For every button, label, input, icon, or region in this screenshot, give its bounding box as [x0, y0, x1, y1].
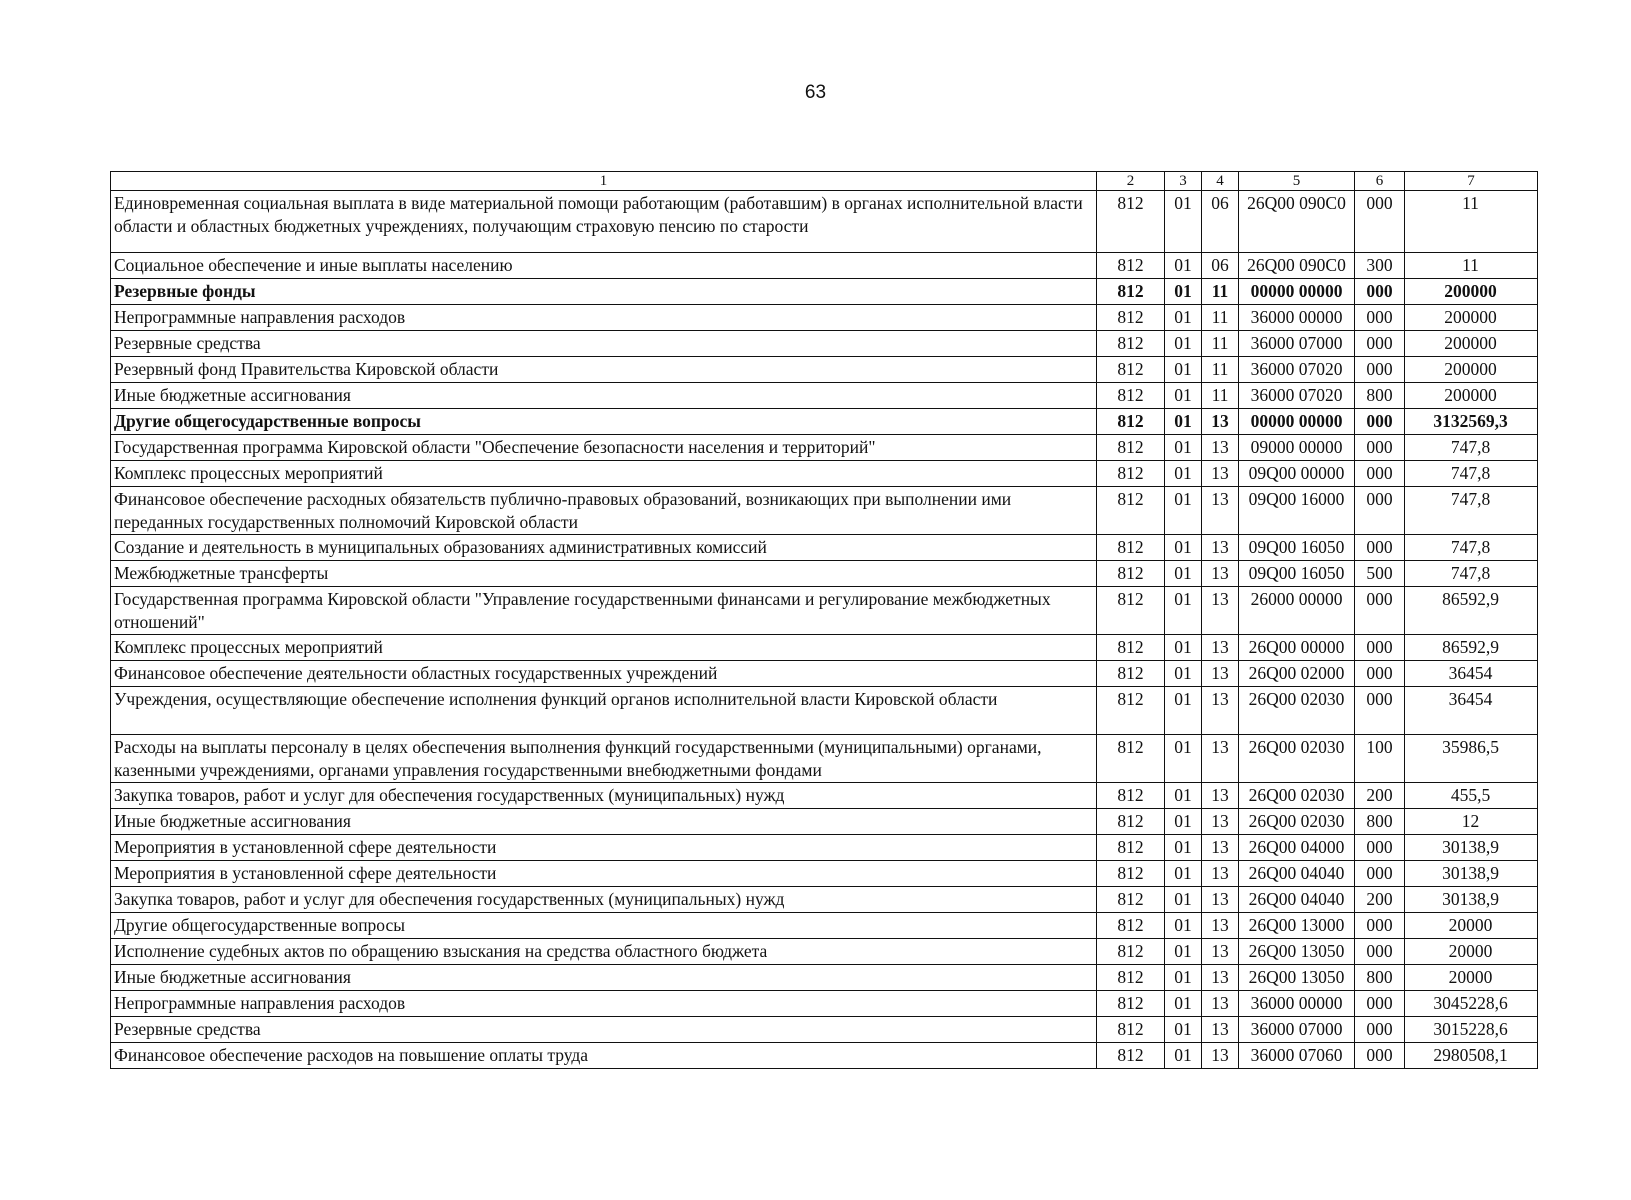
- expense-name-cell: Финансовое обеспечение расходных обязательств публично-правовых образований, возникающих при выполнении ими переданных государственных полномочий Кировской области: [111, 487, 1097, 535]
- table-row: [111, 357, 1538, 383]
- section-code-cell: 01: [1165, 783, 1202, 809]
- section-code-cell: 01: [1165, 1017, 1202, 1043]
- table-row: [111, 687, 1538, 735]
- column-header: 3: [1165, 172, 1202, 191]
- subsection-code-cell: 13: [1202, 991, 1239, 1017]
- table-row: [111, 635, 1538, 661]
- table-row: [111, 913, 1538, 939]
- section-code-cell: 01: [1165, 279, 1202, 305]
- expense-type-cell: 500: [1355, 561, 1405, 587]
- target-article-cell: 26Q00 02030: [1239, 809, 1355, 835]
- ministry-code-cell: 812: [1097, 331, 1165, 357]
- amount-cell: 20000: [1405, 965, 1538, 991]
- target-article-cell: 26Q00 04000: [1239, 835, 1355, 861]
- expense-name-cell: Резервные средства: [111, 331, 1097, 357]
- section-code-cell: 01: [1165, 305, 1202, 331]
- table-row: [111, 561, 1538, 587]
- amount-cell: 200000: [1405, 305, 1538, 331]
- expense-type-cell: 000: [1355, 913, 1405, 939]
- ministry-code-cell: 812: [1097, 305, 1165, 331]
- expense-name-cell: Комплекс процессных мероприятий: [111, 461, 1097, 487]
- subsection-code-cell: 11: [1202, 305, 1239, 331]
- expense-name-cell: Единовременная социальная выплата в виде материальной помощи работающим (работавшим) в органах исполнительной власти области и областных бюджетных учреждениях, получающим страховую пенсию по старости: [111, 191, 1097, 253]
- expense-name-cell: Комплекс процессных мероприятий: [111, 635, 1097, 661]
- expense-type-cell: 000: [1355, 635, 1405, 661]
- target-article-cell: 26Q00 02030: [1239, 687, 1355, 735]
- expense-name-cell: Другие общегосударственные вопросы: [111, 409, 1097, 435]
- target-article-cell: 00000 00000: [1239, 279, 1355, 305]
- target-article-cell: 26Q00 02030: [1239, 783, 1355, 809]
- target-article-cell: 09Q00 00000: [1239, 461, 1355, 487]
- target-article-cell: 09Q00 16050: [1239, 561, 1355, 587]
- target-article-cell: 09Q00 16000: [1239, 487, 1355, 535]
- target-article-cell: 36000 07020: [1239, 383, 1355, 409]
- expense-name-cell: Мероприятия в установленной сфере деятельности: [111, 861, 1097, 887]
- table-row: [111, 487, 1538, 535]
- table-row: [111, 939, 1538, 965]
- section-code-cell: 01: [1165, 587, 1202, 635]
- budget-table: [110, 171, 1538, 1069]
- ministry-code-cell: 812: [1097, 561, 1165, 587]
- subsection-code-cell: 06: [1202, 191, 1239, 253]
- expense-type-cell: 200: [1355, 783, 1405, 809]
- expense-type-cell: 000: [1355, 357, 1405, 383]
- section-code-cell: 01: [1165, 383, 1202, 409]
- expense-type-cell: 000: [1355, 461, 1405, 487]
- target-article-cell: 26Q00 04040: [1239, 861, 1355, 887]
- ministry-code-cell: 812: [1097, 1043, 1165, 1069]
- amount-cell: 20000: [1405, 939, 1538, 965]
- amount-cell: 35986,5: [1405, 735, 1538, 783]
- expense-type-cell: 000: [1355, 687, 1405, 735]
- amount-cell: 200000: [1405, 383, 1538, 409]
- expense-name-cell: Создание и деятельность в муниципальных образованиях административных комиссий: [111, 535, 1097, 561]
- section-code-cell: 01: [1165, 687, 1202, 735]
- amount-cell: 747,8: [1405, 487, 1538, 535]
- table-row: [111, 735, 1538, 783]
- table-row: [111, 253, 1538, 279]
- ministry-code-cell: 812: [1097, 487, 1165, 535]
- ministry-code-cell: 812: [1097, 809, 1165, 835]
- expense-name-cell: Учреждения, осуществляющие обеспечение исполнения функций органов исполнительной власти Кировской области: [111, 687, 1097, 735]
- table-row: [111, 383, 1538, 409]
- target-article-cell: 26Q00 13000: [1239, 913, 1355, 939]
- expense-name-cell: Резервные фонды: [111, 279, 1097, 305]
- subsection-code-cell: 13: [1202, 735, 1239, 783]
- target-article-cell: 00000 00000: [1239, 409, 1355, 435]
- amount-cell: 86592,9: [1405, 635, 1538, 661]
- expense-name-cell: Непрограммные направления расходов: [111, 991, 1097, 1017]
- section-code-cell: 01: [1165, 409, 1202, 435]
- amount-cell: 3132569,3: [1405, 409, 1538, 435]
- expense-type-cell: 000: [1355, 191, 1405, 253]
- expense-name-cell: Мероприятия в установленной сфере деятельности: [111, 835, 1097, 861]
- ministry-code-cell: 812: [1097, 687, 1165, 735]
- expense-name-cell: Иные бюджетные ассигнования: [111, 383, 1097, 409]
- section-code-cell: 01: [1165, 809, 1202, 835]
- ministry-code-cell: 812: [1097, 383, 1165, 409]
- subsection-code-cell: 13: [1202, 409, 1239, 435]
- subsection-code-cell: 13: [1202, 687, 1239, 735]
- table-row: [111, 1043, 1538, 1069]
- table-row: [111, 331, 1538, 357]
- table-row: [111, 1017, 1538, 1043]
- subsection-code-cell: 13: [1202, 561, 1239, 587]
- section-code-cell: 01: [1165, 939, 1202, 965]
- section-code-cell: 01: [1165, 887, 1202, 913]
- expense-name-cell: Закупка товаров, работ и услуг для обеспечения государственных (муниципальных) нужд: [111, 887, 1097, 913]
- subsection-code-cell: 13: [1202, 913, 1239, 939]
- target-article-cell: 09000 00000: [1239, 435, 1355, 461]
- table-row: [111, 409, 1538, 435]
- table-row: [111, 461, 1538, 487]
- subsection-code-cell: 13: [1202, 809, 1239, 835]
- section-code-cell: 01: [1165, 991, 1202, 1017]
- expense-type-cell: 000: [1355, 535, 1405, 561]
- expense-type-cell: 000: [1355, 1043, 1405, 1069]
- amount-cell: 86592,9: [1405, 587, 1538, 635]
- subsection-code-cell: 13: [1202, 535, 1239, 561]
- expense-name-cell: Иные бюджетные ассигнования: [111, 965, 1097, 991]
- subsection-code-cell: 13: [1202, 939, 1239, 965]
- expense-type-cell: 800: [1355, 809, 1405, 835]
- subsection-code-cell: 13: [1202, 435, 1239, 461]
- expense-name-cell: Финансовое обеспечение расходов на повышение оплаты труда: [111, 1043, 1097, 1069]
- amount-cell: 200000: [1405, 357, 1538, 383]
- expense-type-cell: 000: [1355, 409, 1405, 435]
- ministry-code-cell: 812: [1097, 991, 1165, 1017]
- subsection-code-cell: 13: [1202, 635, 1239, 661]
- table-row: [111, 965, 1538, 991]
- subsection-code-cell: 13: [1202, 1043, 1239, 1069]
- expense-type-cell: 000: [1355, 331, 1405, 357]
- table-row: [111, 535, 1538, 561]
- expense-name-cell: Государственная программа Кировской области "Обеспечение безопасности населения и территорий": [111, 435, 1097, 461]
- expense-type-cell: 000: [1355, 587, 1405, 635]
- table-row: [111, 305, 1538, 331]
- table-row: [111, 587, 1538, 635]
- expense-type-cell: 200: [1355, 887, 1405, 913]
- table-row: [111, 809, 1538, 835]
- page-number: 63: [804, 82, 827, 103]
- target-article-cell: 36000 07060: [1239, 1043, 1355, 1069]
- table-row: [111, 835, 1538, 861]
- section-code-cell: 01: [1165, 635, 1202, 661]
- section-code-cell: 01: [1165, 191, 1202, 253]
- section-code-cell: 01: [1165, 357, 1202, 383]
- expense-name-cell: Иные бюджетные ассигнования: [111, 809, 1097, 835]
- expense-name-cell: Резервный фонд Правительства Кировской области: [111, 357, 1097, 383]
- expense-type-cell: 000: [1355, 305, 1405, 331]
- subsection-code-cell: 13: [1202, 861, 1239, 887]
- amount-cell: 12: [1405, 809, 1538, 835]
- subsection-code-cell: 11: [1202, 279, 1239, 305]
- amount-cell: 30138,9: [1405, 861, 1538, 887]
- section-code-cell: 01: [1165, 487, 1202, 535]
- section-code-cell: 01: [1165, 861, 1202, 887]
- ministry-code-cell: 812: [1097, 357, 1165, 383]
- column-header-row: [111, 172, 1538, 191]
- ministry-code-cell: 812: [1097, 635, 1165, 661]
- target-article-cell: 26Q00 090C0: [1239, 191, 1355, 253]
- ministry-code-cell: 812: [1097, 735, 1165, 783]
- ministry-code-cell: 812: [1097, 409, 1165, 435]
- expense-name-cell: Резервные средства: [111, 1017, 1097, 1043]
- expense-type-cell: 000: [1355, 487, 1405, 535]
- table-row: [111, 887, 1538, 913]
- amount-cell: 20000: [1405, 913, 1538, 939]
- expense-name-cell: Межбюджетные трансферты: [111, 561, 1097, 587]
- column-header: 6: [1355, 172, 1405, 191]
- target-article-cell: 26Q00 090C0: [1239, 253, 1355, 279]
- ministry-code-cell: 812: [1097, 1017, 1165, 1043]
- table-row: [111, 661, 1538, 687]
- target-article-cell: 36000 00000: [1239, 305, 1355, 331]
- expense-type-cell: 300: [1355, 253, 1405, 279]
- amount-cell: 30138,9: [1405, 835, 1538, 861]
- section-code-cell: 01: [1165, 535, 1202, 561]
- target-article-cell: 26Q00 04040: [1239, 887, 1355, 913]
- target-article-cell: 26Q00 02000: [1239, 661, 1355, 687]
- expense-type-cell: 000: [1355, 279, 1405, 305]
- amount-cell: 747,8: [1405, 461, 1538, 487]
- amount-cell: 200000: [1405, 279, 1538, 305]
- ministry-code-cell: 812: [1097, 461, 1165, 487]
- subsection-code-cell: 13: [1202, 587, 1239, 635]
- ministry-code-cell: 812: [1097, 253, 1165, 279]
- target-article-cell: 36000 07000: [1239, 331, 1355, 357]
- amount-cell: 747,8: [1405, 435, 1538, 461]
- amount-cell: 747,8: [1405, 561, 1538, 587]
- target-article-cell: 26000 00000: [1239, 587, 1355, 635]
- section-code-cell: 01: [1165, 435, 1202, 461]
- amount-cell: 2980508,1: [1405, 1043, 1538, 1069]
- expense-type-cell: 800: [1355, 965, 1405, 991]
- subsection-code-cell: 11: [1202, 357, 1239, 383]
- ministry-code-cell: 812: [1097, 587, 1165, 635]
- expense-type-cell: 000: [1355, 991, 1405, 1017]
- column-header: 7: [1405, 172, 1538, 191]
- ministry-code-cell: 812: [1097, 279, 1165, 305]
- expense-type-cell: 800: [1355, 383, 1405, 409]
- table-row: [111, 435, 1538, 461]
- column-header: 5: [1239, 172, 1355, 191]
- expense-name-cell: Финансовое обеспечение деятельности областных государственных учреждений: [111, 661, 1097, 687]
- section-code-cell: 01: [1165, 561, 1202, 587]
- ministry-code-cell: 812: [1097, 887, 1165, 913]
- target-article-cell: 26Q00 02030: [1239, 735, 1355, 783]
- expense-type-cell: 000: [1355, 1017, 1405, 1043]
- target-article-cell: 09Q00 16050: [1239, 535, 1355, 561]
- ministry-code-cell: 812: [1097, 939, 1165, 965]
- expense-type-cell: 000: [1355, 861, 1405, 887]
- amount-cell: 30138,9: [1405, 887, 1538, 913]
- ministry-code-cell: 812: [1097, 435, 1165, 461]
- table-row: [111, 991, 1538, 1017]
- amount-cell: 36454: [1405, 661, 1538, 687]
- subsection-code-cell: 11: [1202, 383, 1239, 409]
- section-code-cell: 01: [1165, 1043, 1202, 1069]
- expense-type-cell: 000: [1355, 661, 1405, 687]
- table-row: [111, 279, 1538, 305]
- ministry-code-cell: 812: [1097, 965, 1165, 991]
- expense-type-cell: 100: [1355, 735, 1405, 783]
- ministry-code-cell: 812: [1097, 913, 1165, 939]
- section-code-cell: 01: [1165, 835, 1202, 861]
- section-code-cell: 01: [1165, 661, 1202, 687]
- expense-name-cell: Расходы на выплаты персоналу в целях обеспечения выполнения функций государственными (муниципальными) органами, казенными учреждениями, органами управления государственными внебюджетными фондами: [111, 735, 1097, 783]
- target-article-cell: 36000 00000: [1239, 991, 1355, 1017]
- amount-cell: 11: [1405, 253, 1538, 279]
- amount-cell: 36454: [1405, 687, 1538, 735]
- expense-name-cell: Социальное обеспечение и иные выплаты населению: [111, 253, 1097, 279]
- column-header: 2: [1097, 172, 1165, 191]
- target-article-cell: 36000 07020: [1239, 357, 1355, 383]
- subsection-code-cell: 13: [1202, 661, 1239, 687]
- subsection-code-cell: 13: [1202, 887, 1239, 913]
- subsection-code-cell: 13: [1202, 461, 1239, 487]
- subsection-code-cell: 13: [1202, 1017, 1239, 1043]
- section-code-cell: 01: [1165, 735, 1202, 783]
- section-code-cell: 01: [1165, 913, 1202, 939]
- expense-type-cell: 000: [1355, 835, 1405, 861]
- amount-cell: 3015228,6: [1405, 1017, 1538, 1043]
- target-article-cell: 26Q00 13050: [1239, 965, 1355, 991]
- ministry-code-cell: 812: [1097, 783, 1165, 809]
- section-code-cell: 01: [1165, 965, 1202, 991]
- target-article-cell: 26Q00 13050: [1239, 939, 1355, 965]
- expense-type-cell: 000: [1355, 435, 1405, 461]
- column-header: 4: [1202, 172, 1239, 191]
- ministry-code-cell: 812: [1097, 191, 1165, 253]
- expense-name-cell: Государственная программа Кировской области "Управление государственными финансами и регулирование межбюджетных отношений": [111, 587, 1097, 635]
- section-code-cell: 01: [1165, 253, 1202, 279]
- amount-cell: 3045228,6: [1405, 991, 1538, 1017]
- table-row: [111, 861, 1538, 887]
- subsection-code-cell: 13: [1202, 835, 1239, 861]
- ministry-code-cell: 812: [1097, 835, 1165, 861]
- amount-cell: 11: [1405, 191, 1538, 253]
- expense-name-cell: Другие общегосударственные вопросы: [111, 913, 1097, 939]
- amount-cell: 455,5: [1405, 783, 1538, 809]
- subsection-code-cell: 13: [1202, 965, 1239, 991]
- target-article-cell: 26Q00 00000: [1239, 635, 1355, 661]
- section-code-cell: 01: [1165, 331, 1202, 357]
- section-code-cell: 01: [1165, 461, 1202, 487]
- table-row: [111, 191, 1538, 253]
- subsection-code-cell: 13: [1202, 487, 1239, 535]
- table-row: [111, 783, 1538, 809]
- column-header: 1: [111, 172, 1097, 191]
- subsection-code-cell: 13: [1202, 783, 1239, 809]
- expense-name-cell: Исполнение судебных актов по обращению взыскания на средства областного бюджета: [111, 939, 1097, 965]
- expense-name-cell: Закупка товаров, работ и услуг для обеспечения государственных (муниципальных) нужд: [111, 783, 1097, 809]
- subsection-code-cell: 06: [1202, 253, 1239, 279]
- ministry-code-cell: 812: [1097, 535, 1165, 561]
- target-article-cell: 36000 07000: [1239, 1017, 1355, 1043]
- subsection-code-cell: 11: [1202, 331, 1239, 357]
- expense-type-cell: 000: [1355, 939, 1405, 965]
- expense-name-cell: Непрограммные направления расходов: [111, 305, 1097, 331]
- ministry-code-cell: 812: [1097, 661, 1165, 687]
- ministry-code-cell: 812: [1097, 861, 1165, 887]
- amount-cell: 200000: [1405, 331, 1538, 357]
- amount-cell: 747,8: [1405, 535, 1538, 561]
